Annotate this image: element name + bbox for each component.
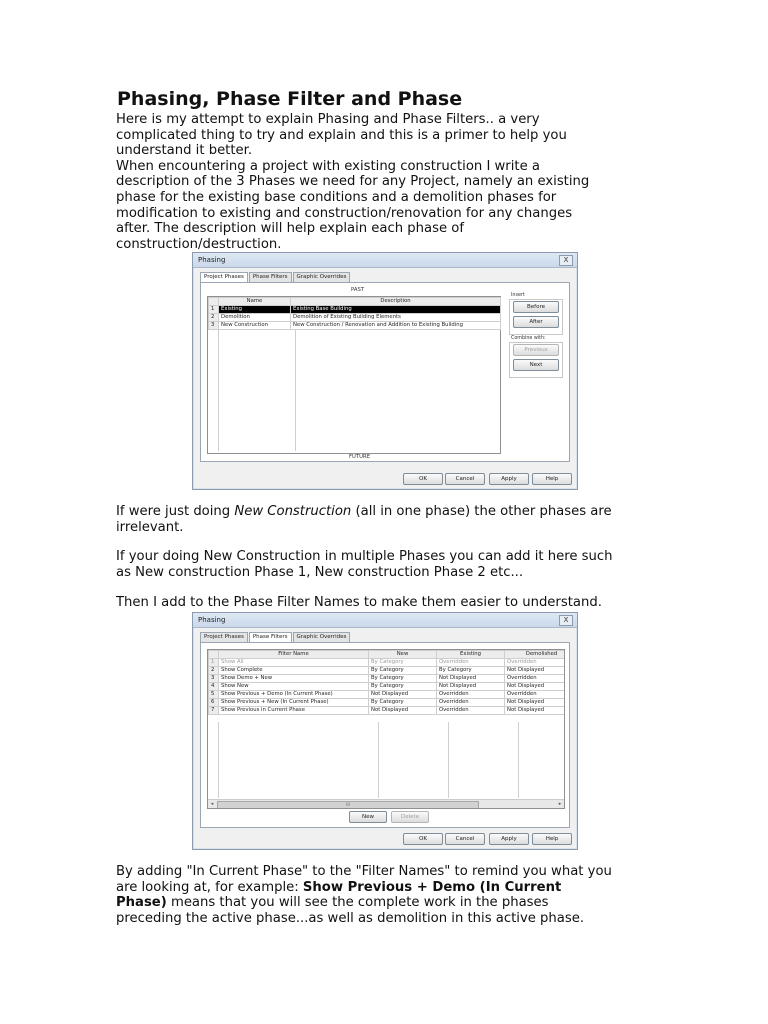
demolished-cell[interactable]: Overridden [505,675,566,683]
text-line: If your doing New Construction in multiple Phases you can add it here such [116,549,613,564]
text-line: Phase) means that you will see the complete work in the phases [116,895,549,911]
phase-name-cell[interactable]: Demolition [219,314,291,322]
tab-panel [200,642,570,828]
paragraph-new-construction [116,504,656,535]
table-row[interactable] [209,683,566,691]
new-cell[interactable]: By Category [369,683,437,691]
tab-strip [200,632,351,642]
table-row[interactable] [209,699,566,707]
demolished-cell[interactable]: Not Displayed [505,699,566,707]
ok-button[interactable]: OK [403,833,443,845]
bold-filter-name-end: Phase) [116,895,167,911]
new-cell[interactable]: Not Displayed [369,691,437,699]
new-filter-button[interactable]: New [349,811,387,823]
text-line: construction/destruction. [116,236,282,252]
tab-panel [200,282,570,462]
phase-name-cell[interactable]: New Construction [219,322,291,330]
text-line: description of the 3 Phases we need for any Project, namely an existing [116,174,590,190]
tab-project-phases[interactable]: Project Phases [200,632,248,642]
close-icon[interactable]: X [559,255,573,266]
help-button[interactable]: Help [532,833,572,845]
table-row[interactable] [209,322,501,330]
text-line: Here is my attempt to explain Phasing and Phase Filters.. a very [116,112,540,127]
tab-project-phases[interactable]: Project Phases [200,272,248,282]
new-cell[interactable]: Not Displayed [369,707,437,715]
column-header-demolished: Demolished [505,651,566,659]
row-number: 6 [209,699,219,707]
emphasis-new-construction: New Construction [234,504,352,519]
filter-name-cell[interactable]: Show Previous + New (In Current Phase) [219,699,369,707]
paragraph-in-current-phase [116,864,656,926]
scroll-left-icon[interactable]: ◂ [210,801,214,807]
existing-cell[interactable]: By Category [437,667,505,675]
intro-paragraph [116,112,656,252]
demolished-cell[interactable]: Overridden [505,691,566,699]
table-row[interactable] [209,306,501,314]
text-line: understand it better. [116,143,253,159]
combine-previous-button[interactable]: Previous [513,344,559,356]
phasing-dialog-phase-filters [192,612,578,850]
table-row[interactable] [209,707,566,715]
filter-name-cell[interactable]: Show Complete [219,667,369,675]
filter-name-cell[interactable]: Show All [219,659,369,667]
existing-cell[interactable]: Overridden [437,707,505,715]
horizontal-scrollbar[interactable] [208,799,564,808]
table-row[interactable] [209,314,501,322]
paragraph-multiple-phases [116,549,656,580]
phase-description-cell[interactable]: New Construction / Renovation and Addition to Existing Building [291,322,501,330]
row-number: 2 [209,667,219,675]
demolished-cell[interactable]: Not Displayed [505,683,566,691]
phasing-dialog-project-phases [192,252,578,490]
text-line: complicated thing to try and explain and this is a primer to help you [116,127,567,143]
column-header-name: Name [219,298,291,306]
dialog-title-bar [193,613,577,628]
combine-next-button[interactable]: Next [513,359,559,371]
phase-filters-grid [207,649,565,809]
existing-cell[interactable]: Overridden [437,699,505,707]
text-line: modification to existing and construction/renovation for any changes [116,205,573,221]
row-number: 5 [209,691,219,699]
demolished-cell[interactable]: Not Displayed [505,707,566,715]
help-button[interactable]: Help [532,473,572,485]
row-number: 1 [209,659,219,667]
tab-graphic-overrides[interactable]: Graphic Overrides [293,632,351,642]
column-header-description: Description [291,298,501,306]
insert-after-button[interactable]: After [513,316,559,328]
existing-cell[interactable]: Overridden [437,691,505,699]
grid-corner [209,651,219,659]
scroll-right-icon[interactable]: ▸ [558,801,562,807]
text-line: after. The description will help explain each phase of [116,221,464,237]
filter-name-cell[interactable]: Show Previous in Current Phase [219,707,369,715]
grid-header-row [209,298,501,306]
scrollbar-thumb[interactable]: III [217,801,479,809]
new-cell[interactable]: By Category [369,675,437,683]
new-cell[interactable]: By Category [369,699,437,707]
insert-label: Insert [511,293,525,298]
row-number: 3 [209,675,219,683]
column-header-filter-name: Filter Name [219,651,369,659]
tab-phase-filters[interactable]: Phase Filters [249,632,292,642]
bold-filter-name: Show Previous + Demo (In Current [302,879,562,895]
column-header-existing: Existing [437,651,505,659]
text-line: By adding "In Current Phase" to the "Filter Names" to remind you what you [116,864,612,879]
table-row[interactable] [209,667,566,675]
cancel-button[interactable]: Cancel [445,473,485,485]
cancel-button[interactable]: Cancel [445,833,485,845]
dialog-title: Phasing [198,256,226,264]
existing-cell[interactable]: Not Displayed [437,683,505,691]
tab-phase-filters[interactable]: Phase Filters [249,272,292,282]
ok-button[interactable]: OK [403,473,443,485]
grid-header-row [209,651,566,659]
close-icon[interactable]: X [559,615,573,626]
future-label: FUTURE [349,454,371,460]
phase-name-cell[interactable]: Existing [219,306,291,314]
existing-cell[interactable]: Overridden [437,659,505,667]
insert-before-button[interactable]: Before [513,301,559,313]
phase-description-cell[interactable]: Demolition of Existing Building Elements [291,314,501,322]
text-line: irrelevant. [116,519,184,535]
filter-name-cell[interactable]: Show New [219,683,369,691]
new-cell[interactable]: By Category [369,659,437,667]
delete-filter-button[interactable]: Delete [391,811,429,823]
demolished-cell[interactable]: Overridden [505,659,566,667]
existing-cell[interactable]: Not Displayed [437,675,505,683]
row-number: 7 [209,707,219,715]
demolished-cell[interactable]: Not Displayed [505,667,566,675]
combine-with-label: Combine with: [511,336,546,341]
grid-corner [209,298,219,306]
row-number: 1 [209,306,219,314]
apply-button[interactable]: Apply [489,833,529,845]
dialog-title: Phasing [198,616,226,624]
text-line: as New construction Phase 1, New construction Phase 2 etc... [116,564,524,580]
row-number: 4 [209,683,219,691]
page-title: Phasing, Phase Filter and Phase [117,88,463,110]
table-row[interactable] [209,675,566,683]
tab-strip [200,272,351,282]
text-line: When encountering a project with existing construction I write a [116,158,540,174]
filter-name-cell[interactable]: Show Demo + New [219,675,369,683]
phase-description-cell[interactable]: Existing Base Building [291,306,501,314]
tab-graphic-overrides[interactable]: Graphic Overrides [293,272,351,282]
phases-grid [207,296,501,454]
dialog-title-bar [193,253,577,268]
row-number: 3 [209,322,219,330]
text-line: If were just doing New Construction (all in one phase) the other phases are [116,504,612,519]
new-cell[interactable]: By Category [369,667,437,675]
row-number: 2 [209,314,219,322]
apply-button[interactable]: Apply [489,473,529,485]
paragraph-phase-filter-names [116,595,656,611]
text-line: are looking at, for example: Show Previous + Demo (In Current [116,879,562,895]
text-line: Then I add to the Phase Filter Names to make them easier to understand. [116,595,602,610]
column-header-new: New [369,651,437,659]
past-label: PAST [351,287,365,293]
table-row[interactable] [209,659,566,667]
text-line: preceding the active phase...as well as demolition in this active phase. [116,910,585,926]
table-row[interactable] [209,691,566,699]
filter-name-cell[interactable]: Show Previous + Demo (In Current Phase) [219,691,369,699]
text-line: phase for the existing base conditions and a demolition phases for [116,189,557,205]
